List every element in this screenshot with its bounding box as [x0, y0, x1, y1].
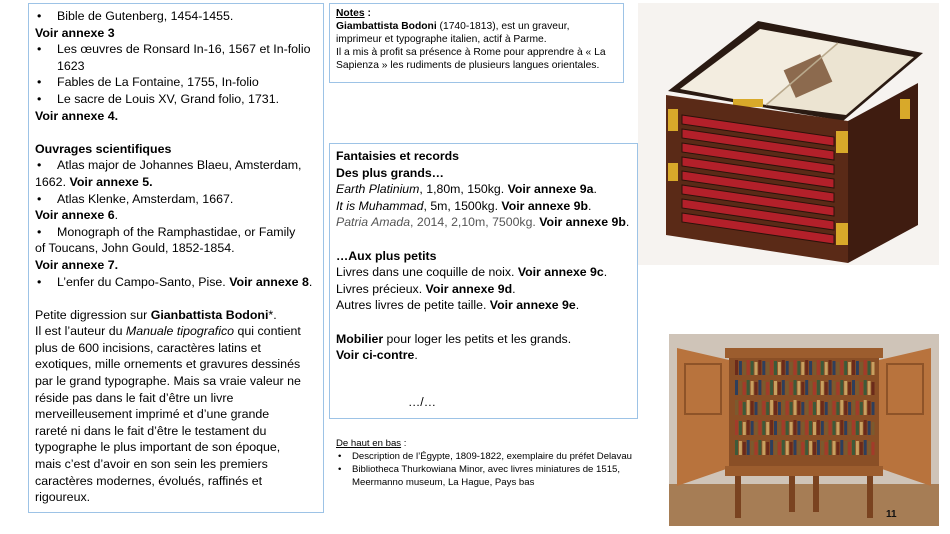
list-item: • Atlas Klenke, Amsterdam, 1667. [35, 191, 317, 208]
miniature-book [852, 420, 855, 435]
miniature-book [743, 442, 746, 455]
miniature-book [743, 382, 746, 395]
miniature-book [856, 401, 859, 415]
miniature-book [762, 361, 765, 375]
miniature-book [809, 401, 812, 415]
miniature-book [755, 402, 758, 415]
miniature-book [872, 422, 875, 435]
miniature-book [739, 421, 742, 435]
miniature-book [735, 400, 738, 415]
digression-line: Petite digression sur Gianbattista Bodoni*. [35, 307, 277, 322]
miniature-book [805, 380, 808, 395]
miniature-book [774, 381, 777, 395]
miniature-book [747, 400, 750, 415]
section-heading: Fantaisies et records [336, 149, 460, 163]
annexe-link[interactable]: Voir annexe 9b [501, 198, 588, 213]
miniature-book [778, 442, 781, 455]
book-cabinet-photo [638, 3, 939, 265]
miniature-book [801, 442, 804, 455]
miniature-book [829, 440, 832, 455]
miniature-book [782, 400, 785, 415]
miniature-book [770, 360, 773, 375]
miniature-book [762, 441, 765, 455]
miniature-book [848, 422, 851, 435]
miniature-book [762, 381, 765, 395]
miniature-book [790, 362, 793, 375]
miniature-book [797, 361, 800, 375]
miniature-book [790, 382, 793, 395]
paragraph: Il est l’auteur du Manuale tipografico qui contient plus de 600 incisions, caractères latins et exotiques, mille ornements et gravures dessinés par le grand typographe. Mais sa vraie valeur ne réside pas dans le fait d’être un livre merveilleusement imprimé et d’une grande rareté ni dans le fait d’être le testament du typographe le plus important de son époque, mais c’est d’avoir en son sein les premiers caractères modernes, évolués, raffinés et rigoureux. [35, 324, 301, 505]
miniature-book [797, 381, 800, 395]
miniature-book [821, 361, 824, 375]
miniature-book [817, 400, 820, 415]
miniature-book [829, 380, 832, 395]
notes-title: Notes [336, 8, 365, 19]
miniature-book [794, 380, 797, 395]
miniature-book [794, 420, 797, 435]
miniature-book [836, 422, 839, 435]
miniature-book [836, 362, 839, 375]
miniature-book [844, 441, 847, 455]
miniature-book [774, 361, 777, 375]
miniature-book [778, 402, 781, 415]
miniature-book [852, 400, 855, 415]
miniature-book [758, 420, 761, 435]
miniature-book [778, 362, 781, 375]
miniature-book [872, 362, 875, 375]
miniature-book [743, 422, 746, 435]
miniature-book [813, 382, 816, 395]
miniature-book [766, 402, 769, 415]
miniature-book [797, 441, 800, 455]
record-line: Livres dans une coquille de noix. Voir annexe 9c. [336, 265, 608, 280]
miniature-book [848, 442, 851, 455]
miniature-book [770, 400, 773, 415]
miniature-book [786, 421, 789, 435]
miniature-book [860, 442, 863, 455]
miniature-book [774, 401, 777, 415]
miniature-book [825, 402, 828, 415]
voir-link[interactable]: Voir ci-contre [336, 348, 415, 363]
list-item: • Le sacre de Louis XV, Grand folio, 1731. [35, 91, 317, 108]
miniature-book [797, 421, 800, 435]
miniature-book [747, 420, 750, 435]
miniature-book [790, 442, 793, 455]
miniature-book [872, 442, 875, 455]
miniature-book [840, 380, 843, 395]
miniature-book [864, 360, 867, 375]
miniature-book [758, 400, 761, 415]
miniature-book [856, 381, 859, 395]
miniature-book [836, 382, 839, 395]
record-line: Livres précieux. Voir annexe 9d. [336, 281, 516, 296]
miniature-book [762, 401, 765, 415]
miniature-book [836, 402, 839, 415]
miniature-book [743, 402, 746, 415]
annexe-link[interactable]: Voir annexe 9d [425, 281, 513, 296]
miniature-book [821, 381, 824, 395]
miniature-book [868, 361, 871, 375]
list-item: • Les œuvres de Ronsard In-16, 1567 et In-folio 1623 [35, 41, 317, 74]
miniature-book [762, 421, 765, 435]
miniature-book [758, 360, 761, 375]
miniature-book [797, 401, 800, 415]
miniature-book [786, 441, 789, 455]
miniature-book [872, 402, 875, 415]
miniature-book [770, 420, 773, 435]
list-item: • Bible de Gutenberg, 1454-1455. [35, 8, 317, 25]
miniature-book [778, 422, 781, 435]
miniature-book [860, 402, 863, 415]
miniature-book [829, 360, 832, 375]
annexe-link[interactable]: Voir annexe 9c [517, 265, 604, 280]
image-captions: De haut en bas : • Description de l’Égypte, 1809-1822, exemplaire du préfet Delavau • Bibliotheca Thurkowiana Minor, avec livres miniatures de 1515, Meermanno museum, La Hague, Pays bas [336, 437, 636, 489]
miniature-book [755, 422, 758, 435]
miniature-book [868, 421, 871, 435]
miniature-book [805, 440, 808, 455]
miniature-book [860, 422, 863, 435]
list-item: • Atlas major de Johannes Blaeu, Amsterdam, [35, 157, 317, 174]
miniature-book [743, 362, 746, 375]
section-subheading: Des plus grands… [336, 165, 444, 180]
annexe-link[interactable]: Voir annexe 8 [229, 274, 309, 289]
miniature-book [825, 442, 828, 455]
miniature-book [868, 441, 871, 455]
miniature-book [817, 380, 820, 395]
miniature-book [801, 402, 804, 415]
miniature-book [774, 441, 777, 455]
miniature-book [840, 400, 843, 415]
miniature-book [844, 401, 847, 415]
miniature-book [782, 440, 785, 455]
miniature-book [864, 420, 867, 435]
miniature-book [782, 380, 785, 395]
miniature-book [833, 421, 836, 435]
miniature-book [813, 442, 816, 455]
miniature-book [755, 362, 758, 375]
miniature-book [852, 380, 855, 395]
miniature-book [735, 360, 738, 375]
miniature-book [817, 440, 820, 455]
notes-box: Notes : Giambattista Bodoni (1740-1813), est un graveur, imprimeur et typographe italien, actif à Parme. Il a mis à profit sa présence à Rome pour apprendre à « La Sapienza » les rudiments de plusieurs langues orientales. [329, 3, 624, 83]
section-subheading: …Aux plus petits [336, 248, 437, 263]
miniature-book [856, 421, 859, 435]
miniature-book [766, 362, 769, 375]
miniature-book [836, 442, 839, 455]
miniature-book [825, 422, 828, 435]
miniature-book [782, 420, 785, 435]
caption-item: • Bibliotheca Thurkowiana Minor, avec livres miniatures de 1515, Meermanno museum, La Hague, Pays bas [336, 463, 636, 489]
list-item-cont: 1662. Voir annexe 5. [35, 174, 153, 189]
miniature-book [790, 422, 793, 435]
miniature-book [872, 382, 875, 395]
miniature-book [809, 441, 812, 455]
miniature-book [739, 441, 742, 455]
miniature-library-illustration [669, 334, 939, 526]
miniature-book [813, 422, 816, 435]
miniature-book [848, 362, 851, 375]
fantaisies-box: Fantaisies et records Des plus grands… Earth Platinium, 1,80m, 150kg. Voir annexe 9a. It is Muhammad, 5m, 1500kg. Voir annexe 9b. Patria Amada, 2014, 2,10m, 7500kg. Voir annexe 9b. …Aux plus petits Livres dans une coquille de noix. Voir annexe 9c. Livres précieux. Voir annexe 9d. Autres livres de petite taille. Voir annexe 9e. Mobilier pour loger les petits et les grands. Voir ci-contre. …/… [329, 143, 638, 419]
miniature-book [766, 442, 769, 455]
miniature-book [790, 402, 793, 415]
record-line: Earth Platinium, 1,80m, 150kg. Voir annexe 9a. [336, 182, 597, 197]
miniature-book [766, 382, 769, 395]
miniature-book [805, 420, 808, 435]
miniature-book [844, 381, 847, 395]
list-item: • L’enfer du Campo-Santo, Pise. Voir annexe 8. [35, 274, 317, 291]
continuation-mark: …/… [408, 394, 437, 409]
miniature-book [829, 400, 832, 415]
miniature-book [747, 380, 750, 395]
miniature-book [817, 420, 820, 435]
miniature-book [833, 401, 836, 415]
annexe-link[interactable]: Voir annexe 6 [35, 208, 115, 223]
miniature-book [809, 361, 812, 375]
annexe-line: Voir annexe 6. [35, 208, 119, 223]
left-text-panel [28, 3, 324, 513]
captions-title: De haut en bas [336, 438, 402, 449]
miniature-book [864, 440, 867, 455]
miniature-book [805, 360, 808, 375]
miniature-book [829, 420, 832, 435]
miniature-book [840, 360, 843, 375]
miniature-book [735, 380, 738, 395]
miniature-book [794, 400, 797, 415]
miniature-book [809, 421, 812, 435]
annexe-link[interactable]: Voir annexe 4. [35, 108, 119, 123]
miniature-book [825, 382, 828, 395]
annexe-link[interactable]: Voir annexe 3 [35, 25, 115, 40]
miniature-book [868, 381, 871, 395]
annexe-link[interactable]: Voir annexe 7. [35, 257, 119, 272]
miniature-book [852, 440, 855, 455]
miniature-book [751, 401, 754, 415]
miniature-book [864, 400, 867, 415]
miniature-book [778, 382, 781, 395]
section-heading: Ouvrages scientifiques [35, 141, 172, 156]
record-line: Autres livres de petite taille. Voir annexe 9e. [336, 298, 580, 313]
list-item: • Fables de La Fontaine, 1755, In-folio [35, 74, 317, 91]
miniature-book [801, 362, 804, 375]
miniature-book [809, 381, 812, 395]
miniature-book [782, 360, 785, 375]
record-line: It is Muhammad, 5m, 1500kg. Voir annexe 9b. [336, 198, 592, 213]
miniature-book [848, 382, 851, 395]
miniature-book [805, 400, 808, 415]
miniature-book [817, 360, 820, 375]
miniature-book [833, 381, 836, 395]
miniature-book [786, 401, 789, 415]
miniature-book [755, 382, 758, 395]
miniature-book [786, 381, 789, 395]
miniature-book [770, 380, 773, 395]
annexe-link[interactable]: Voir annexe 9e [489, 298, 576, 313]
miniature-book [856, 361, 859, 375]
miniature-book [840, 440, 843, 455]
miniature-book [813, 362, 816, 375]
list-item-cont: of Toucans, John Gould, 1852-1854. [35, 241, 235, 256]
miniature-book [840, 420, 843, 435]
miniature-book [747, 360, 750, 375]
miniature-book [868, 401, 871, 415]
miniature-book [774, 421, 777, 435]
miniature-book [825, 362, 828, 375]
record-line: Patria Amada, 2014, 2,10m, 7500kg. Voir annexe 9b. [336, 215, 630, 230]
miniature-book [747, 440, 750, 455]
miniature-book [860, 382, 863, 395]
miniature-book [739, 381, 742, 395]
miniature-book [751, 421, 754, 435]
miniature-book [758, 440, 761, 455]
miniature-book [735, 420, 738, 435]
miniature-book [860, 362, 863, 375]
miniature-book [856, 441, 859, 455]
miniature-book [751, 441, 754, 455]
list-item: • Monograph of the Ramphastidae, or Family [35, 224, 317, 241]
miniature-book [844, 361, 847, 375]
miniature-book [864, 380, 867, 395]
caption-item: • Description de l’Égypte, 1809-1822, exemplaire du préfet Delavau [336, 450, 636, 463]
miniature-book [833, 441, 836, 455]
miniature-book [766, 422, 769, 435]
miniature-book [833, 361, 836, 375]
miniature-book [751, 361, 754, 375]
miniature-book [794, 360, 797, 375]
annexe-link[interactable]: Voir annexe 5. [69, 174, 153, 189]
miniature-book [844, 421, 847, 435]
miniature-book [801, 422, 804, 435]
miniature-book [770, 440, 773, 455]
miniature-book [821, 401, 824, 415]
miniature-book [852, 360, 855, 375]
miniature-book [794, 440, 797, 455]
miniature-book [813, 402, 816, 415]
miniature-book [758, 380, 761, 395]
miniature-book [755, 442, 758, 455]
miniature-book [751, 381, 754, 395]
miniature-book [848, 402, 851, 415]
miniature-book [801, 382, 804, 395]
annexe-link[interactable]: Voir annexe 9a [507, 182, 594, 197]
miniature-book [739, 361, 742, 375]
miniature-library-photo [669, 334, 939, 526]
miniature-book [786, 361, 789, 375]
record-line: Mobilier pour loger les petits et les grands. [336, 331, 572, 346]
miniature-book [821, 441, 824, 455]
book-cabinet-illustration [638, 3, 939, 265]
miniature-book [739, 401, 742, 415]
annexe-link[interactable]: Voir annexe 9b [539, 215, 626, 230]
page-number: 11 [886, 509, 897, 520]
miniature-book [821, 421, 824, 435]
miniature-book [735, 440, 738, 455]
